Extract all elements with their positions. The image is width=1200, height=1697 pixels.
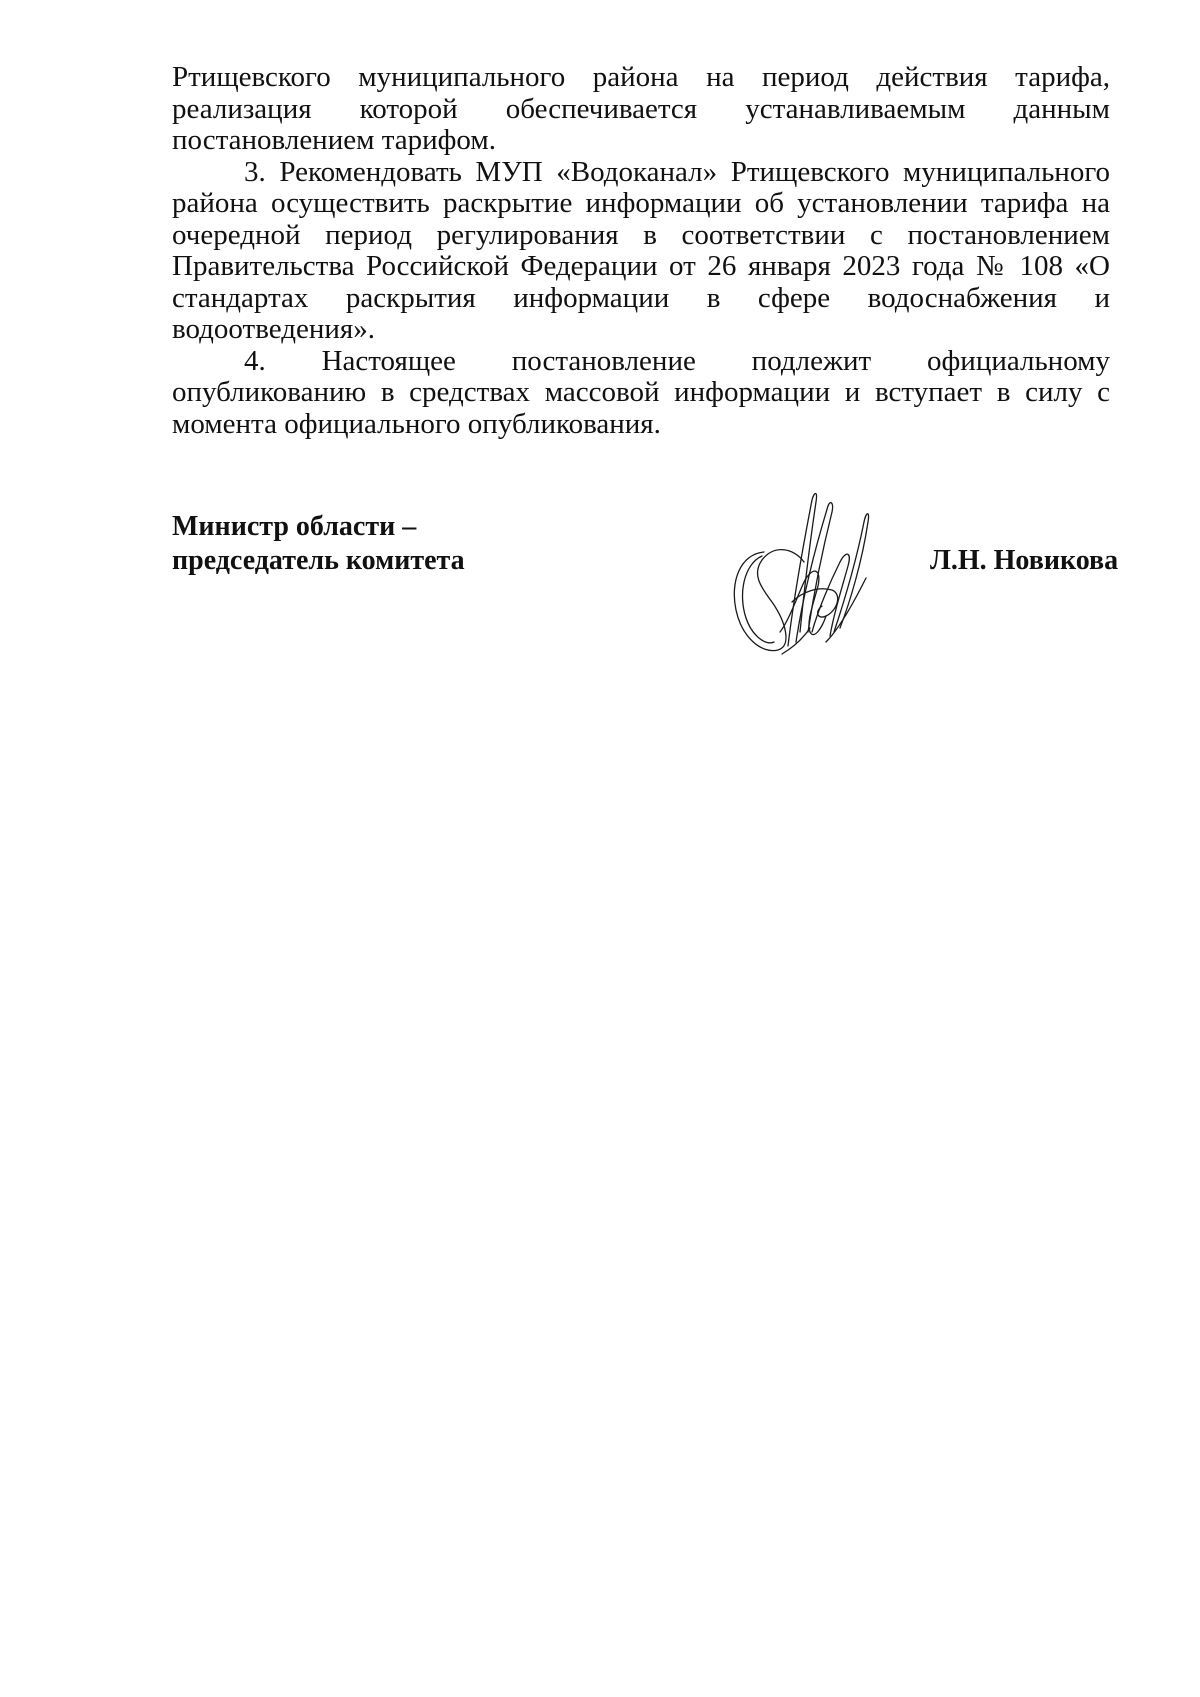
paragraph-item-3: 3. Рекомендовать МУП «Водоканал» Ртищевского муниципального района осуществить раскрытие информации об установлении тарифа на очередной период регулирования в соответствии с постановлением Правительства Российской Федерации от 26 января 2023 года № 108 «О стандартах раскрытия информации в сфере водоснабжения и водоотведения».	[172, 155, 1110, 345]
signatory-title-line-2: председатель комитета	[172, 545, 465, 576]
signatory-title-line-1: Министр области –	[172, 511, 417, 542]
signatory-title	[172, 510, 465, 578]
handwritten-signature-icon	[722, 482, 882, 662]
document-body	[172, 62, 1110, 440]
paragraph-continuation: Ртищевского муниципального района на период действия тарифа, реализация которой обеспечивается устанавливаемым данным постановлением тарифом.	[172, 61, 1110, 156]
signatory-name: Л.Н. Новикова	[930, 545, 1119, 576]
paragraph-item-4: 4. Настоящее постановление подлежит официальному опубликованию в средствах массовой информации и вступает в силу с момента официального опубликования.	[172, 344, 1110, 440]
